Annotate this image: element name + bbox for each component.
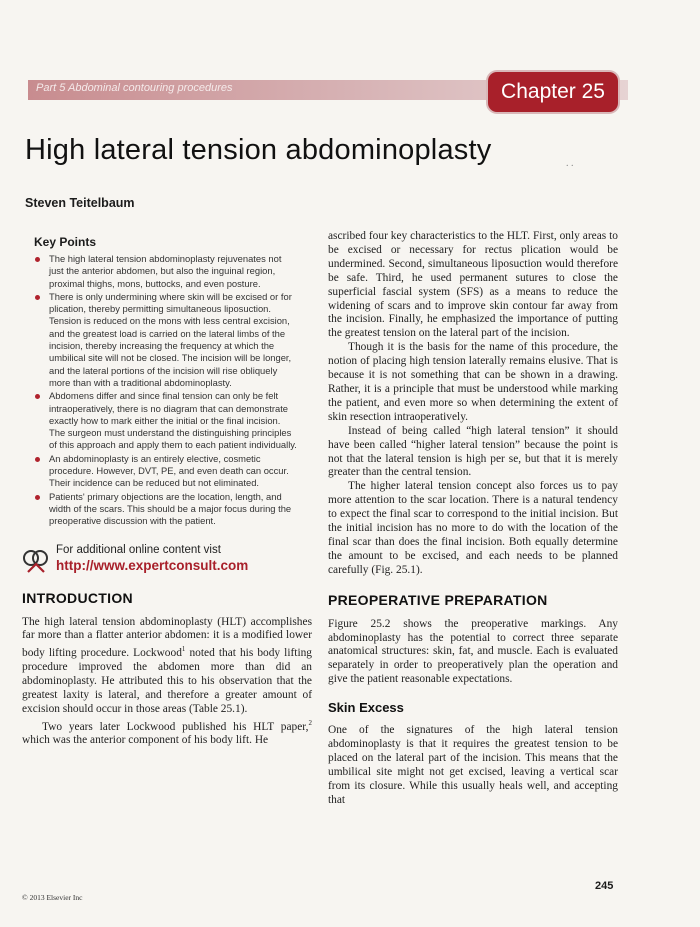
- author: Steven Teitelbaum: [25, 196, 135, 210]
- key-points-box: [22, 235, 297, 528]
- key-points-heading: Key Points: [34, 235, 97, 249]
- intro-paragraph-6: The higher lateral tension concept also forces us to pay more attention to the scar location. There is a natural tendency to expect the final scar to correspond to the initial incision. But the initial incision has no more to do with the location of the final scar than does the final incision. Both equally determine the amount to be excised, and each needs to be planned carefully (Fig. 25.1).: [328, 480, 618, 576]
- chapter-tab: Chapter 25: [488, 72, 618, 112]
- intro-paragraph-4: Though it is the basis for the name of this procedure, the notion of placing high tension laterally remains elusive. That is because it is not something that can be shown in a drawing. Rather, it is a principle that must be understood while marking the patient, and even more so when determining the extent of skin resection intraoperatively.: [328, 341, 618, 423]
- title-dots: . .: [566, 158, 574, 169]
- key-point-item: An abdominoplasty is an entirely elective, cosmetic procedure. However, DVT, PE, and even death can occur. Their incidence can be reduced but not eliminated.: [34, 453, 297, 490]
- copyright: © 2013 Elsevier Inc: [22, 893, 83, 902]
- intro-paragraph-2: Two years later Lockwood published his HLT paper,$^2$ which was the anterior component of his body lift. He: [22, 718, 312, 747]
- key-point-item: The high lateral tension abdominoplasty rejuvenates not just the anterior abdomen, but also the inguinal region, proximal thighs, mons, buttocks, and even posture.: [34, 253, 297, 290]
- right-column: [328, 230, 618, 808]
- key-points-list: [22, 253, 297, 528]
- page-title: High lateral tension abdominoplasty: [25, 134, 492, 166]
- intro-paragraph-5: Instead of being called “high lateral tension” it should have been called “higher lateral tension” because the point is not that the lateral tension is high per se, but that it is merely greater than the central tension.: [328, 424, 618, 479]
- preoperative-paragraph-1: Figure 25.2 shows the preoperative markings. Any abdominoplasty has the potential to correct three separate anatomical structures: skin, fat, and muscle. Each is evaluated separately in order to preoperatively plan the operation and give the patient reasonable expectations.: [328, 617, 618, 686]
- key-point-item: Patients' primary objections are the location, length, and width of the scars. This should be a major focus during the preoperative discussion with the patient.: [34, 491, 297, 528]
- introduction-heading: INTRODUCTION: [22, 589, 133, 606]
- page-number: 245: [595, 880, 614, 892]
- key-point-item: There is only undermining where skin will be excised or for plication, thereby permitting simultaneous liposuction. Tension is reduced on the mons with less central excision, and the greatest load is carried on the lateral limbs of the incision, thereby increasing the frequency at which the umbilical site will not be closed. The incision will be longer, and the lateral portions of the incision will rise obliquely more than with a traditional abdominoplasty.: [34, 291, 297, 389]
- key-point-item: Abdomens differ and since final tension can only be felt intraoperatively, there is no diagram that can demonstrate exactly how to mark either the initial or the final incision. The surgeon must understand the distinguishing principles of this approach and apply them to each patient individually.: [34, 390, 297, 451]
- skin-excess-heading: Skin Excess: [328, 700, 404, 716]
- left-column: [22, 230, 312, 748]
- part-label: Part 5 Abdominal contouring procedures: [36, 82, 233, 94]
- skin-excess-paragraph-1: One of the signatures of the high lateral tension abdominoplasty is that it requires the greatest tension to be placed on the lateral part of the incision. This means that the umbilical site might not get excised, leaving a vertical scar from its closure. While this usually heals well, and accepting that: [328, 724, 618, 806]
- online-content-block: [22, 544, 312, 580]
- intro-paragraph-3: ascribed four key characteristics to the HLT. First, only areas to be excised or necessary for rectus plication would be undermined. Second, simultaneous liposuction would therefore be safe. Third, he used permanent sutures to close the superficial fascial system (SFS) as a means to reduce the widening of scars and to improve skin contour far away from the incision. Finally, he emphasized the importance of putting the greatest tension on the lateral part of the incision.: [328, 230, 618, 340]
- intro-paragraph-1: The high lateral tension abdominoplasty (HLT) accomplishes far more than a flatter anterior abdomen: it is a modified lower body lifting procedure. Lockwood$^1$ noted that his body lifting procedure improved the abdomen more than did an abdominoplasty. He attributed this to his observation that the greatest laxity is lateral, and therefore a greater amount of excision should occur in those areas (Table 25.1).: [22, 615, 313, 715]
- expert-consult-icon: [22, 546, 52, 576]
- expert-consult-link[interactable]: http://www.expertconsult.com: [56, 557, 249, 573]
- online-content-text: For additional online content vist: [56, 543, 221, 556]
- preoperative-heading: PREOPERATIVE PREPARATION: [328, 591, 548, 608]
